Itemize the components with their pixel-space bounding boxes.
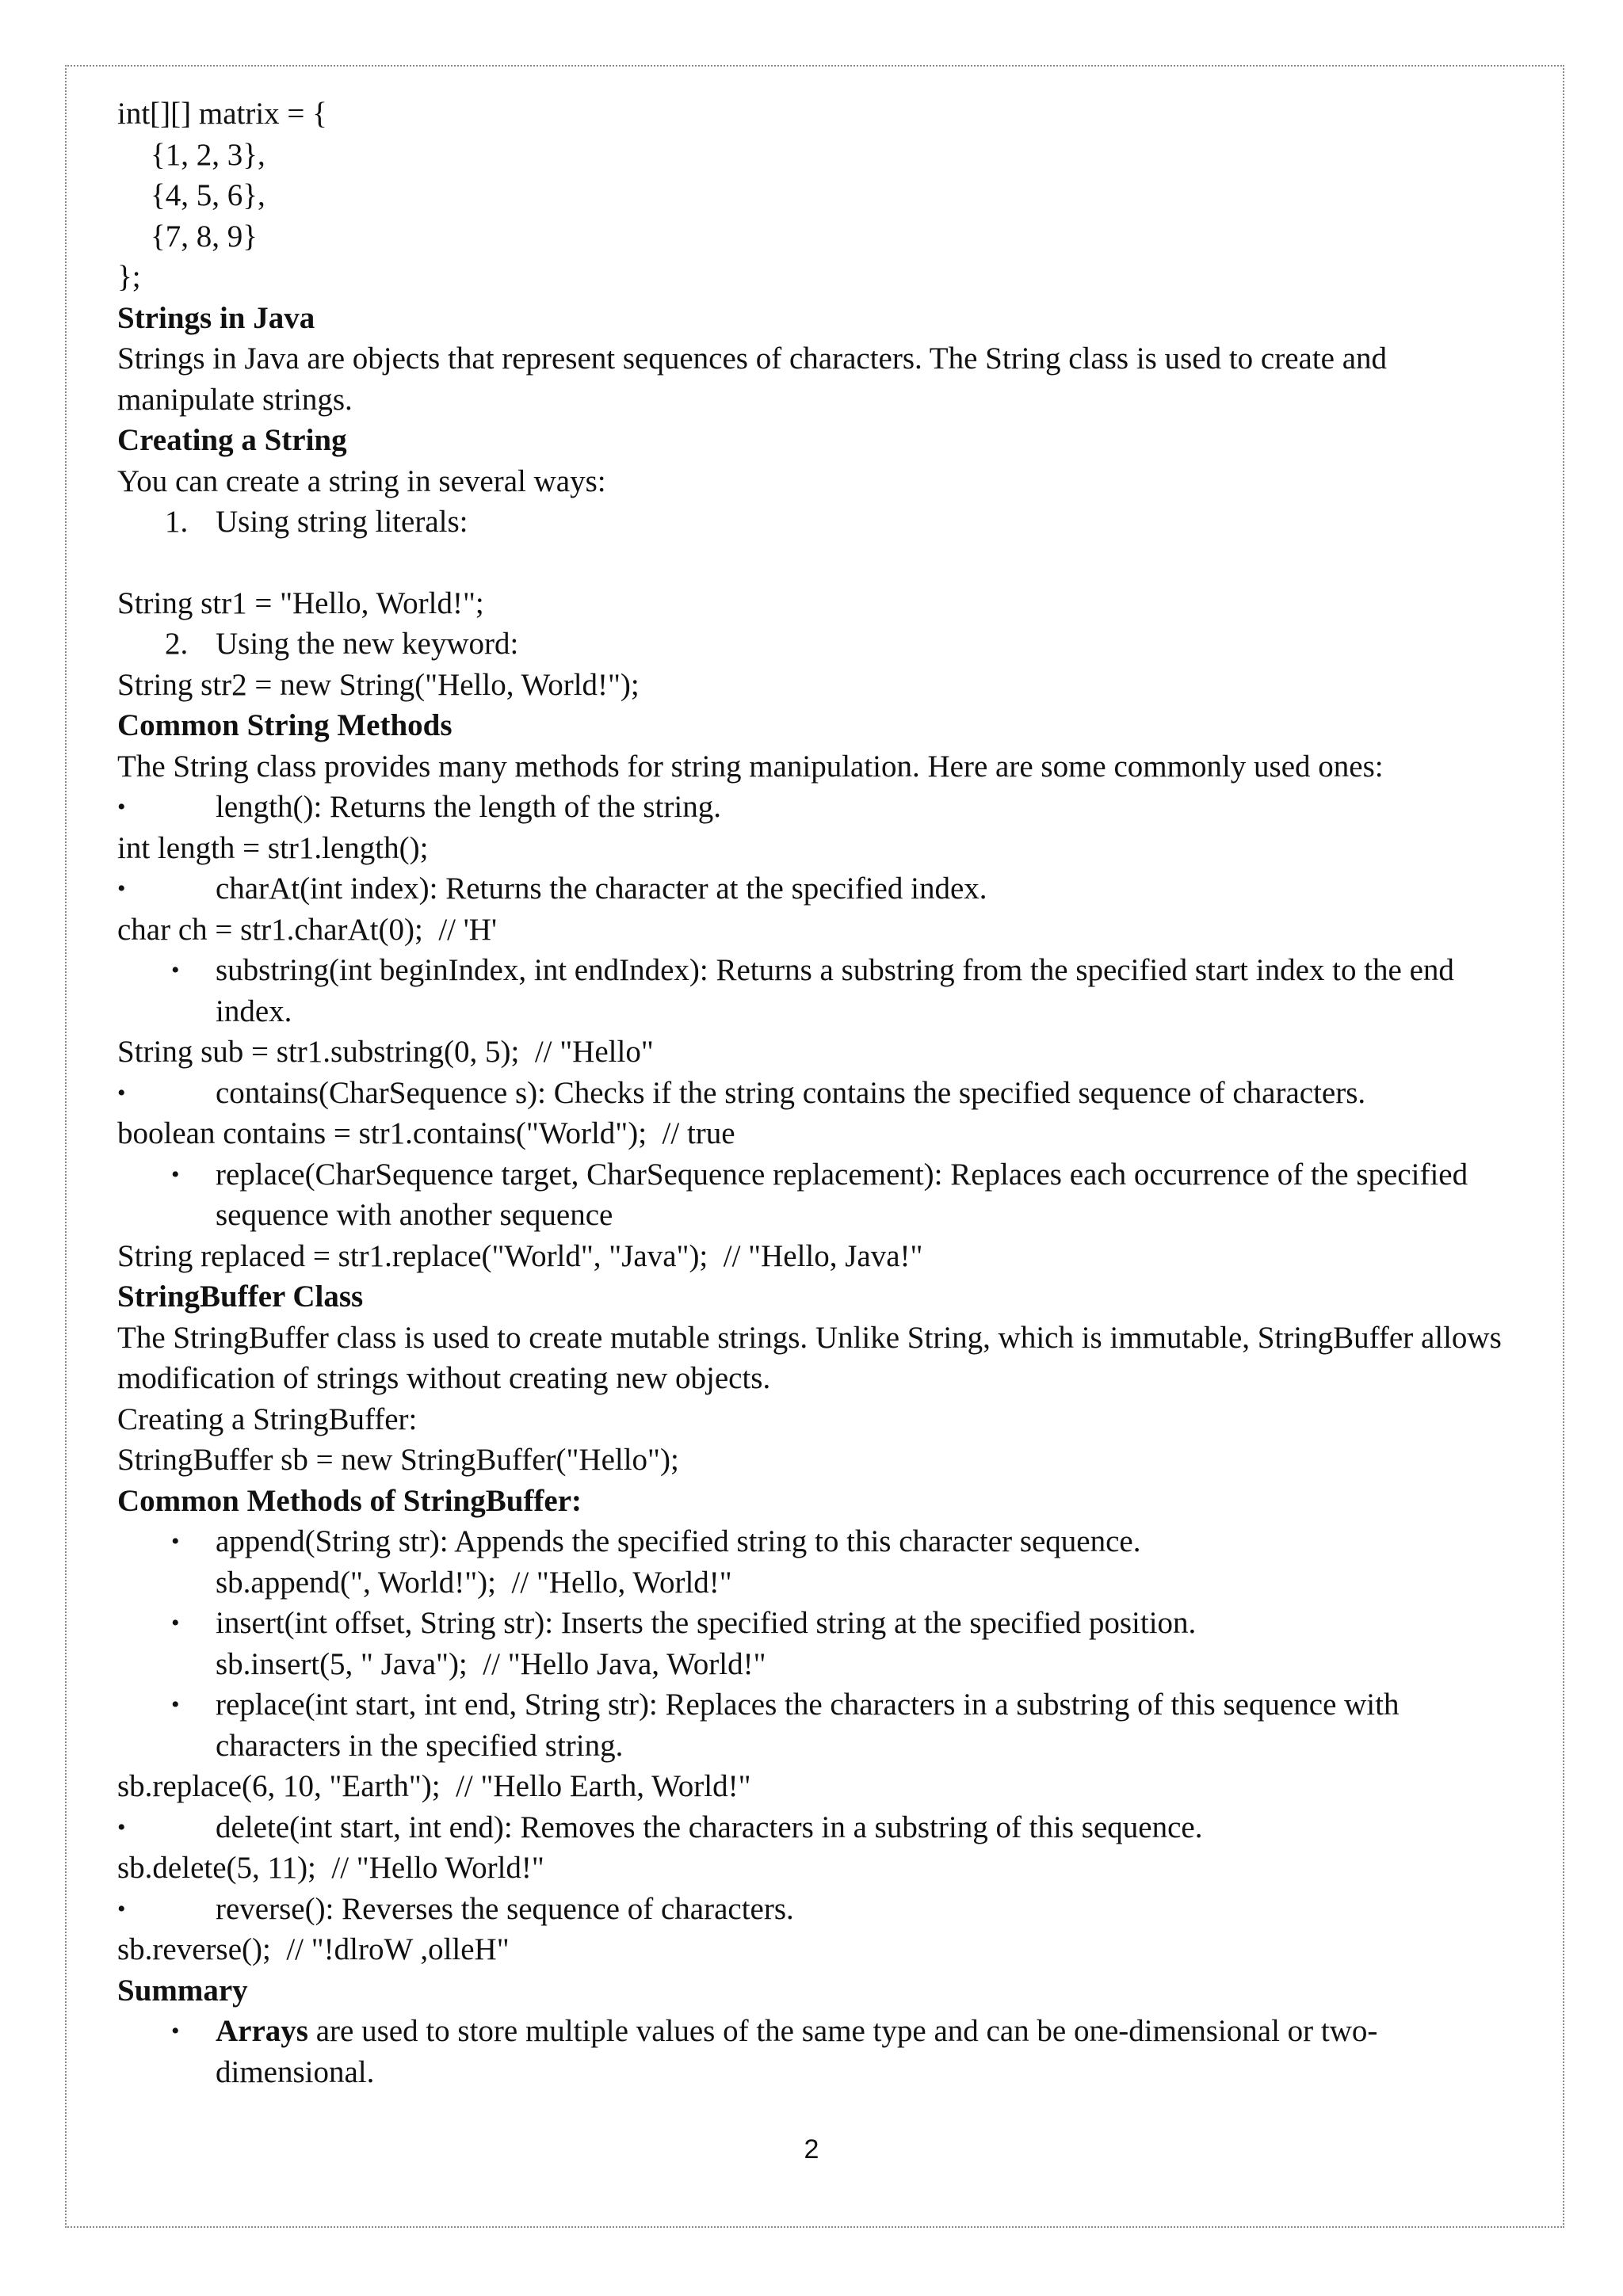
- label-creating-stringbuffer: Creating a StringBuffer:: [117, 1402, 418, 1436]
- code-line: sb.reverse(); // "!dlroW ,olleH": [117, 1932, 510, 1966]
- code-line: sb.append(", World!"); // "Hello, World!": [216, 1565, 732, 1600]
- paragraph-string-methods-intro: The String class provides many methods for string manipulation. Here are some commonly used ones:: [117, 749, 1384, 784]
- code-line: int[][] matrix = {: [117, 97, 327, 131]
- code-line: sb.replace(6, 10, "Earth"); // "Hello Earth, World!": [117, 1769, 751, 1803]
- document-body: [117, 93, 1512, 2092]
- paragraph-creating-intro: You can create a string in several ways:: [117, 463, 606, 498]
- bullet-item: • contains(CharSequence s): Checks if the string contains the specified sequence of characters.: [117, 1073, 1512, 1114]
- code-line: sb.insert(5, " Java"); // "Hello Java, World!": [216, 1646, 766, 1681]
- code-line: String replaced = str1.replace("World", "Java"); // "Hello, Java!": [117, 1238, 923, 1273]
- code-line: {1, 2, 3},: [151, 137, 265, 172]
- code-line: StringBuffer sb = new StringBuffer("Hello");: [117, 1443, 679, 1477]
- bullet-item: • length(): Returns the length of the string.: [117, 787, 1512, 828]
- item-number: 2.: [165, 627, 189, 661]
- blank-line: [117, 543, 1512, 583]
- bullet-item: • append(String str): Appends the specified string to this character sequence.: [117, 1521, 1512, 1562]
- paragraph-strings-intro: Strings in Java are objects that represent sequences of characters. The String class is used to create and manipulate strings.: [117, 341, 1388, 417]
- heading-creating-a-string: Creating a String: [117, 423, 347, 457]
- heading-common-string-methods: Common String Methods: [117, 708, 453, 742]
- bullet-item: • charAt(int index): Returns the character at the specified index.: [117, 868, 1512, 910]
- numbered-item: [117, 502, 1512, 543]
- summary-term: Arrays: [216, 2014, 308, 2048]
- code-line: };: [117, 260, 141, 294]
- code-line: String str2 = new String("Hello, World!");: [117, 667, 640, 702]
- code-line: boolean contains = str1.contains("World"); // true: [117, 1116, 735, 1150]
- bullet-item: • insert(int offset, String str): Inserts the specified string at the specified position.: [117, 1603, 1512, 1644]
- code-line: int length = str1.length();: [117, 830, 429, 865]
- code-line: {4, 5, 6},: [151, 178, 265, 212]
- heading-common-methods-stringbuffer: Common Methods of StringBuffer:: [117, 1483, 582, 1518]
- heading-stringbuffer-class: StringBuffer Class: [117, 1280, 364, 1314]
- bullet-item: • replace(int start, int end, String str): Replaces the characters in a substring of this sequence with characters in the specified string.: [117, 1684, 1512, 1766]
- code-line: char ch = str1.charAt(0); // 'H': [117, 912, 497, 947]
- bullet-item: • reverse(): Reverses the sequence of characters.: [117, 1889, 1512, 1930]
- code-line: String sub = str1.substring(0, 5); // "Hello": [117, 1035, 654, 1069]
- code-line: String str1 = "Hello, World!";: [117, 585, 484, 620]
- item-number: 1.: [165, 505, 189, 539]
- code-line: sb.delete(5, 11); // "Hello World!": [117, 1851, 544, 1885]
- item-text: Using string literals:: [216, 505, 468, 539]
- paragraph-stringbuffer-intro: The StringBuffer class is used to create mutable strings. Unlike String, which is immutable, StringBuffer allows modification of strings without creating new objects.: [117, 1320, 1502, 1395]
- item-text: Using the new keyword:: [216, 627, 519, 661]
- bullet-item: • replace(CharSequence target, CharSequence replacement): Replaces each occurrence of the specified sequence with another sequence: [117, 1154, 1512, 1236]
- heading-summary: Summary: [117, 1973, 248, 2008]
- heading-strings-in-java: Strings in Java: [117, 300, 315, 335]
- bullet-item: • delete(int start, int end): Removes the characters in a substring of this sequence.: [117, 1807, 1512, 1848]
- page-number: 2: [804, 2134, 819, 2164]
- numbered-item: [117, 624, 1512, 665]
- bullet-item: [117, 2011, 1512, 2092]
- bullet-item: • substring(int beginIndex, int endIndex): Returns a substring from the specified start index to the end index.: [117, 950, 1512, 1032]
- code-line: {7, 8, 9}: [151, 219, 258, 254]
- summary-text: are used to store multiple values of the same type and can be one-dimensional or two-dimensional.: [216, 2014, 1378, 2089]
